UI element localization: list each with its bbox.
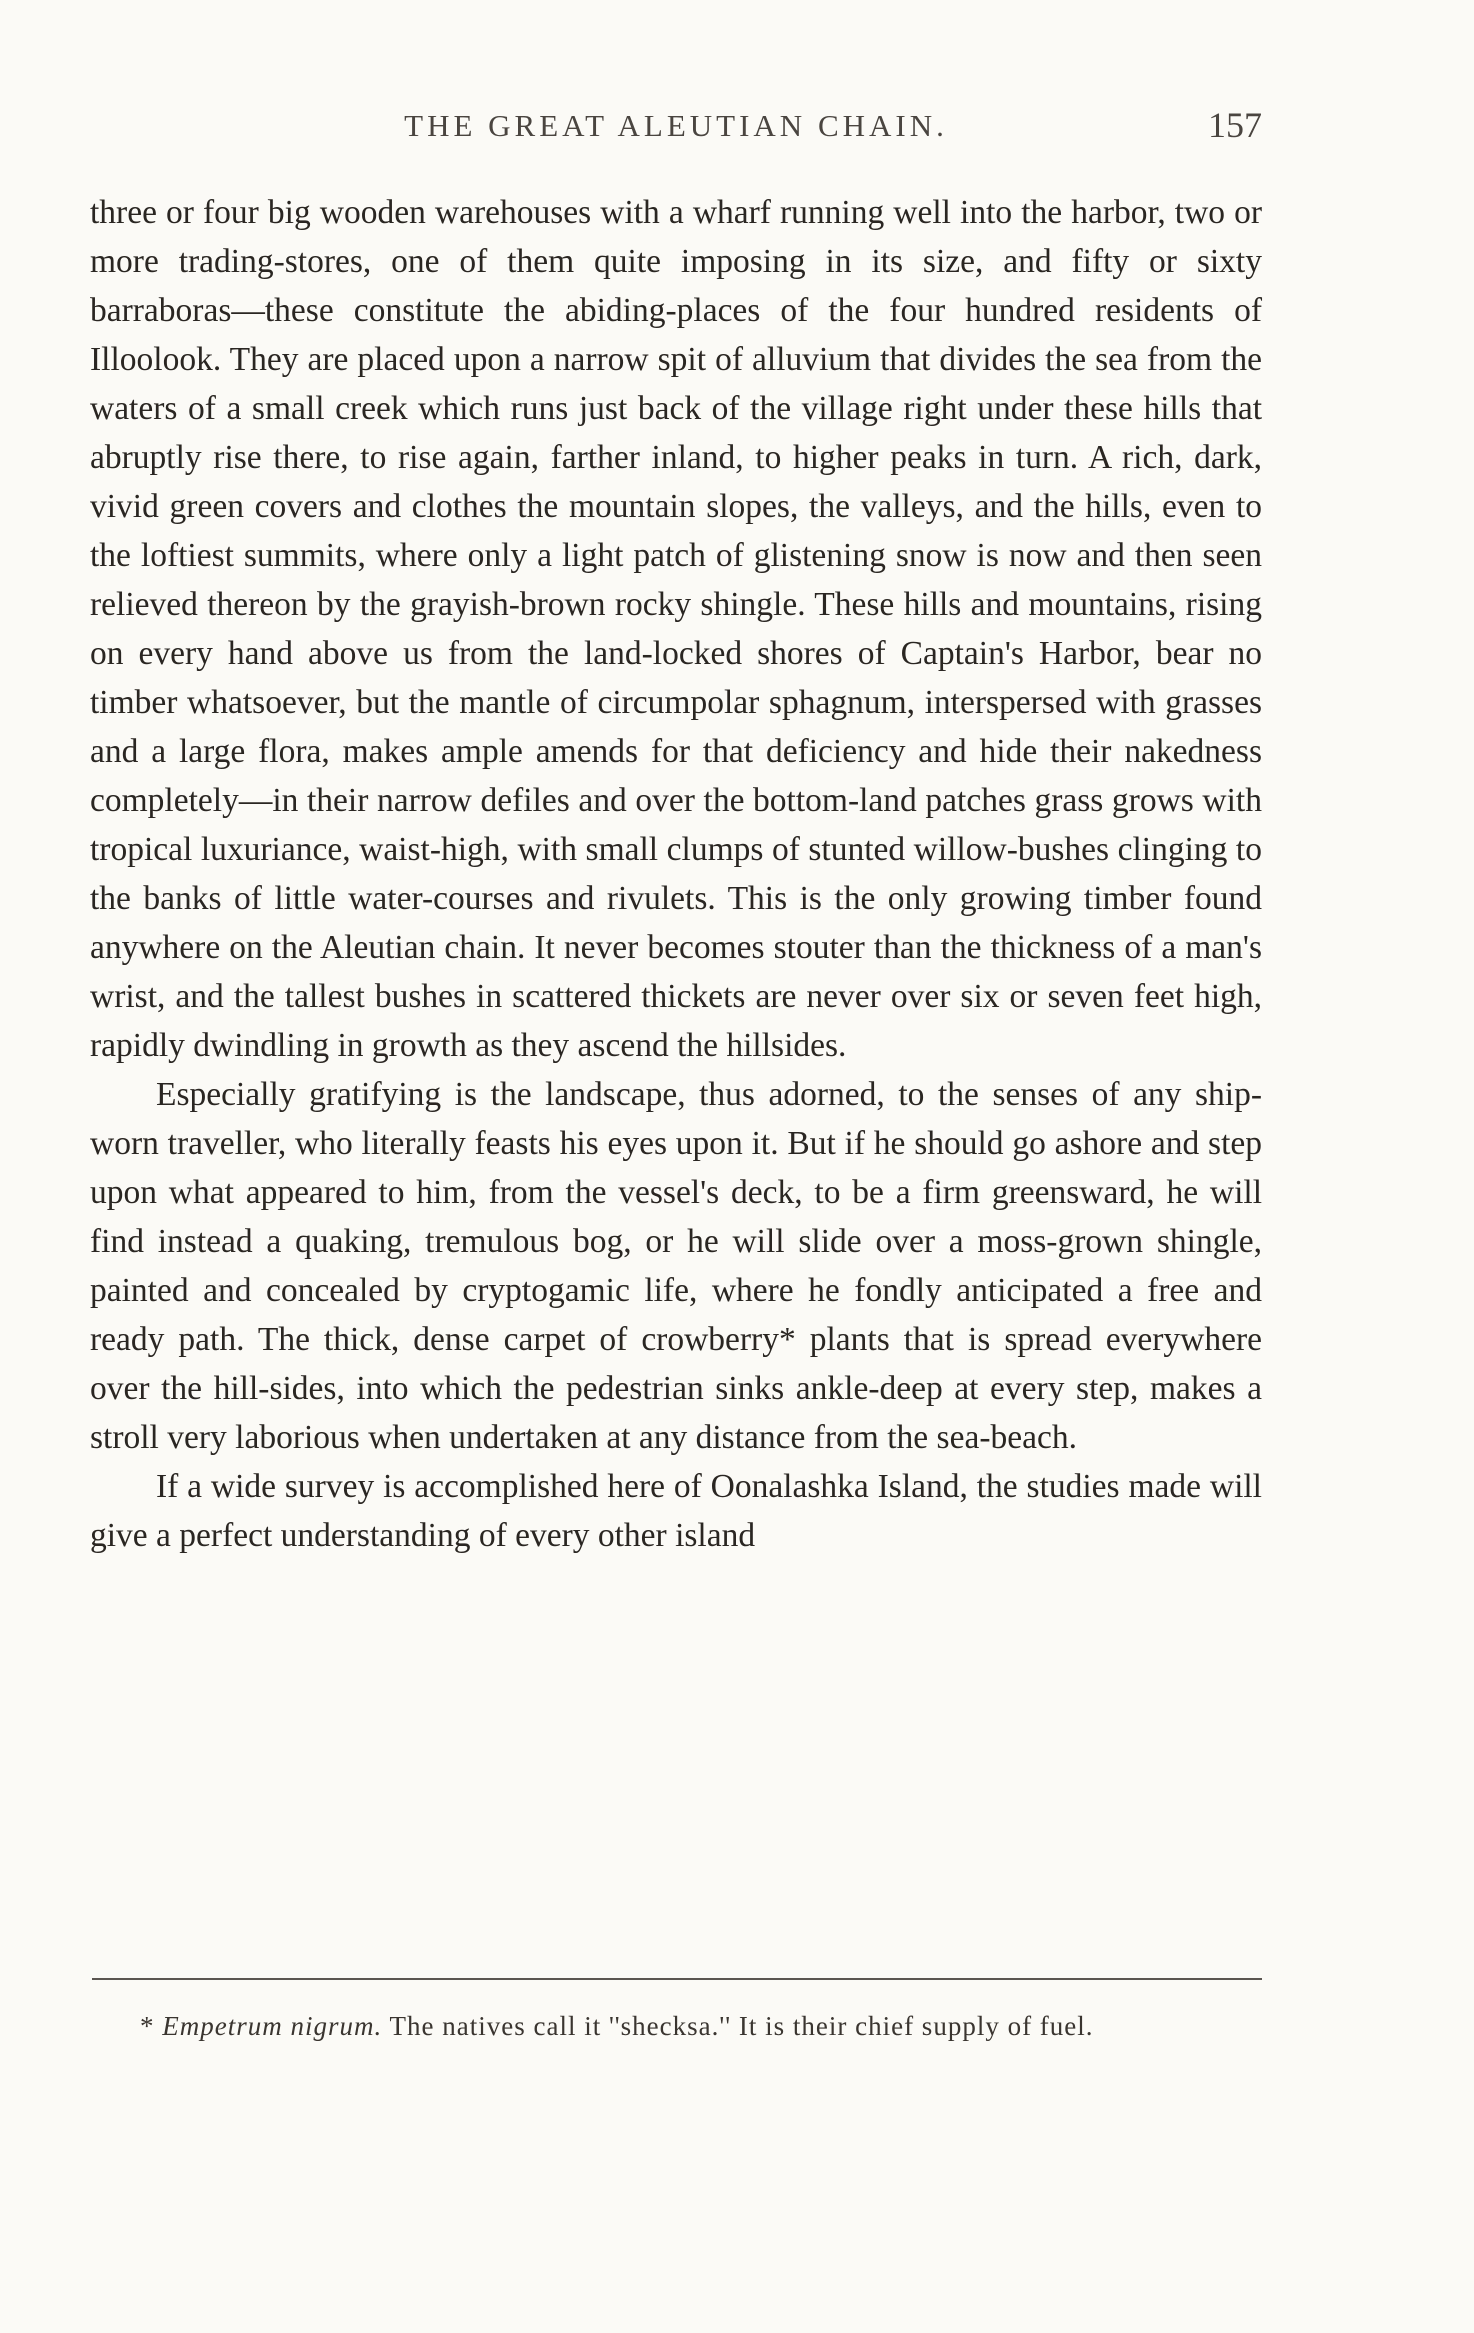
footnote xyxy=(90,2006,1262,2046)
body-text xyxy=(90,188,1262,1560)
footnote-rule xyxy=(92,1978,1262,1980)
page-number: 157 xyxy=(1208,105,1262,145)
running-title: THE GREAT ALEUTIAN CHAIN. xyxy=(404,108,948,143)
footnote-term: Empetrum nigrum. xyxy=(162,2011,383,2041)
footnote-mark: * xyxy=(140,2011,155,2041)
running-head xyxy=(90,105,1262,156)
paragraph-continued: three or four big wooden warehouses with a wharf running well into the harbor, two or more trading-stores, one of them quite imposing in its size, and fifty or sixty barraboras—these constitute the abiding-places of the four hundred residents of Illoolook. They are placed upon a narrow spit of alluvium that divides the sea from the waters of a small creek which runs just back of the village right under these hills that abruptly rise there, to rise again, farther inland, to higher peaks in turn. A rich, dark, vivid green covers and clothes the mountain slopes, the valleys, and the hills, even to the loftiest summits, where only a light patch of glistening snow is now and then seen relieved thereon by the grayish-brown rocky shingle. These hills and mountains, rising on every hand above us from the land-locked shores of Captain's Harbor, bear no timber whatsoever, but the mantle of circumpolar sphagnum, interspersed with grasses and a large flora, makes ample amends for that deficiency and hide their nakedness completely—in their narrow defiles and over the bottom-land patches grass grows with tropical luxuriance, waist-high, with small clumps of stunted willow-bushes clinging to the banks of little water-courses and rivulets. This is the only growing timber found anywhere on the Aleutian chain. It never becomes stouter than the thickness of a man's wrist, and the tallest bushes in scattered thickets are never over six or seven feet high, rapidly dwindling in growth as they ascend the hillsides. xyxy=(90,194,1262,1064)
paragraph-landscape: Especially gratifying is the landscape, thus adorned, to the senses of any ship-worn traveller, who literally feasts his eyes upon it. But if he should go ashore and step upon what appeared to him, from the vessel's deck, to be a firm greensward, he will find instead a quaking, tremulous bog, or he will slide over a moss-grown shingle, painted and concealed by cryptogamic life, where he fondly anticipated a free and ready path. The thick, dense carpet of crowberry* plants that is spread everywhere over the hill-sides, into which the pedestrian sinks ankle-deep at every step, makes a stroll very laborious when undertaken at any distance from the sea-beach. xyxy=(90,1076,1262,1456)
footnote-text: The natives call it ''shecksa.'' It is their chief supply of fuel. xyxy=(389,2011,1094,2041)
paragraph-survey: If a wide survey is accomplished here of Oonalashka Island, the studies made will give a perfect understanding of every other island xyxy=(90,1468,1262,1554)
